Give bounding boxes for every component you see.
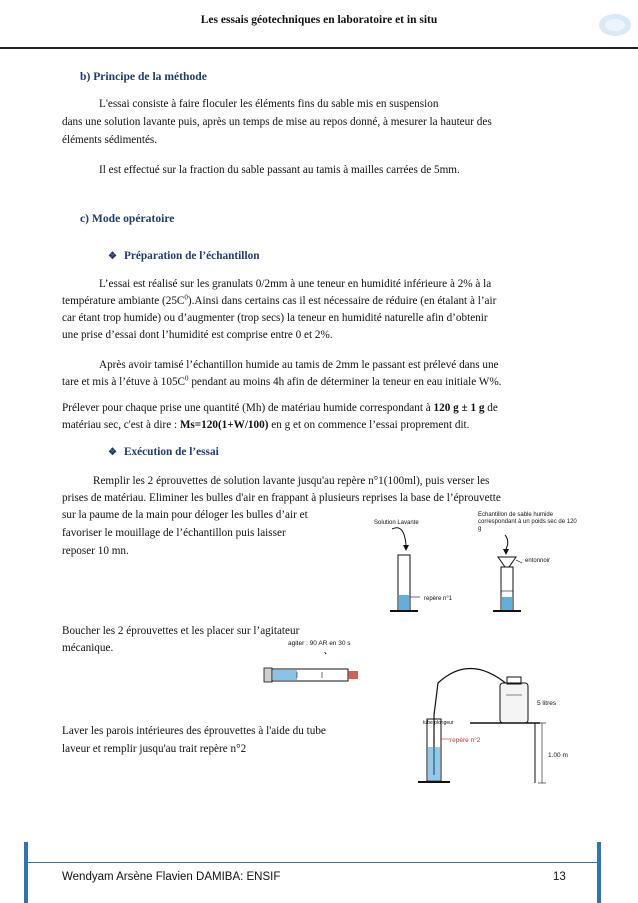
sample-arrow xyxy=(505,535,508,549)
paragraph-line: Il est effectué sur la fraction du sable passant au tamis à mailles carrées de 5mm. xyxy=(99,164,460,176)
repere-1-label: repère n°1 xyxy=(424,596,453,602)
subheading-text: Préparation de l’échantillon xyxy=(123,250,260,262)
repere-2-label: repère n°2 xyxy=(450,737,481,744)
paragraph-line: car étant trop humide) ou d’augmenter (trop secs) la teneur en humidité naturelle afin d’obtenir xyxy=(62,312,488,324)
paragraph-line: reposer 10 mn. xyxy=(62,545,129,557)
water-bottle xyxy=(500,683,528,723)
funnel-label: entonnoir xyxy=(525,558,551,564)
footer-right-bar xyxy=(597,842,601,903)
arrow-head-icon xyxy=(403,545,409,551)
header-divider xyxy=(0,47,638,49)
height-label: 1.00 m xyxy=(548,752,568,759)
washing-cylinder-liquid xyxy=(428,747,440,781)
funnel-pointer xyxy=(516,560,522,563)
right-cylinder-liquid xyxy=(502,597,512,611)
paragraph-line: Prélever pour chaque prise une quantité (Mh) de matériau humide correspondant à 120 g ± 1 g de xyxy=(62,402,498,414)
paragraph-line: Boucher les 2 éprouvettes et les placer sur l’agitateur xyxy=(62,625,300,637)
tube-plongeur-label: tube plongeur xyxy=(423,720,454,726)
footer-author: Wendyam Arsène Flavien DAMIBA: ENSIF xyxy=(62,871,281,883)
diamond-bullet-icon: ❖ xyxy=(108,251,117,262)
section-c-heading: c) Mode opératoire xyxy=(80,212,175,225)
agitator-stopper xyxy=(264,668,272,682)
funnel xyxy=(498,557,516,567)
diamond-bullet-icon: ❖ xyxy=(108,447,117,458)
paragraph-line: Après avoir tamisé l’échantillon humide au tamis de 2mm le passant est prélevé dans une xyxy=(99,359,499,371)
sample-label: Echantillon de sable humide correspondant à un poids sec de 120 g xyxy=(478,512,577,532)
section-b-heading: b) Principe de la méthode xyxy=(80,70,207,83)
paragraph-line: favoriser le mouillage de l’échantillon puis laisser xyxy=(62,527,286,539)
agitator-cap xyxy=(348,671,358,679)
liters-label: 5 litres xyxy=(537,700,557,707)
paragraph-line: une prise d’essai dont l’humidité est comprise entre 0 et 2%. xyxy=(62,329,333,341)
paragraph-line: tare et mis à l’étuve à $105C^0$ pendant au moins 4h afin de déterminer la teneur en eau initiale W%. xyxy=(62,374,502,388)
paragraph-line: matériau sec, c'est à dire : Ms=120(1+W/100) en g et on commence l’essai proprement dit. xyxy=(62,419,470,431)
figure-agitator xyxy=(262,652,366,692)
agiter-label: agiter : 90 AR en 30 s xyxy=(288,640,351,647)
solution-lavante-label: Solution Lavante xyxy=(374,520,419,526)
paragraph-line: mécanique. xyxy=(62,642,114,654)
arrow-head-icon xyxy=(503,549,509,555)
left-cylinder-liquid xyxy=(399,595,409,611)
agitator-liquid xyxy=(273,670,297,680)
paragraph-line: température ambiante $(25C^0).Ainsi$ dans certains cas il est nécessaire de réduire (en étalant à l’air xyxy=(62,293,497,307)
paragraph-line: dans une solution lavante puis, après un temps de mise au repos donné, à mesurer la hauteur des xyxy=(62,116,492,128)
paragraph-line: L’essai est réalisé sur les granulats 0/2mm à une teneur en humidité inférieure à 2% à la xyxy=(99,278,492,290)
paragraph-line: L'essai consiste à faire floculer les éléments fins du sable mis en suspension xyxy=(99,98,439,110)
pour-arrow xyxy=(392,528,406,545)
paragraph-line: éléments sédimentés. xyxy=(62,134,158,146)
paragraph-line: Laver les parois intérieures des éprouvettes à l'aide du tube xyxy=(62,725,326,737)
paragraph-line: Remplir les 2 éprouvettes de solution lavante jusqu'au repère n°1(100ml), puis verser les xyxy=(93,475,490,487)
page-number: 13 xyxy=(553,871,566,883)
footer-divider xyxy=(28,862,598,863)
running-header-title: Les essais géotechniques en laboratoire et in situ xyxy=(200,14,438,26)
header-decoration-icon xyxy=(598,12,632,38)
subheading-execution xyxy=(108,445,219,460)
paragraph-line: laveur et remplir jusqu'au trait repère n°2 xyxy=(62,743,247,755)
paragraph-line: prises de matériau. Eliminer les bulles d'air en frappant à plusieurs reprises la base de l’éprouvette xyxy=(62,492,501,504)
subheading-preparation xyxy=(108,249,260,264)
footer-left-bar xyxy=(24,842,28,903)
paragraph-line: sur la paume de la main pour déloger les bulles d’air et xyxy=(62,509,308,521)
subheading-text: Exécution de l’essai xyxy=(123,446,219,458)
